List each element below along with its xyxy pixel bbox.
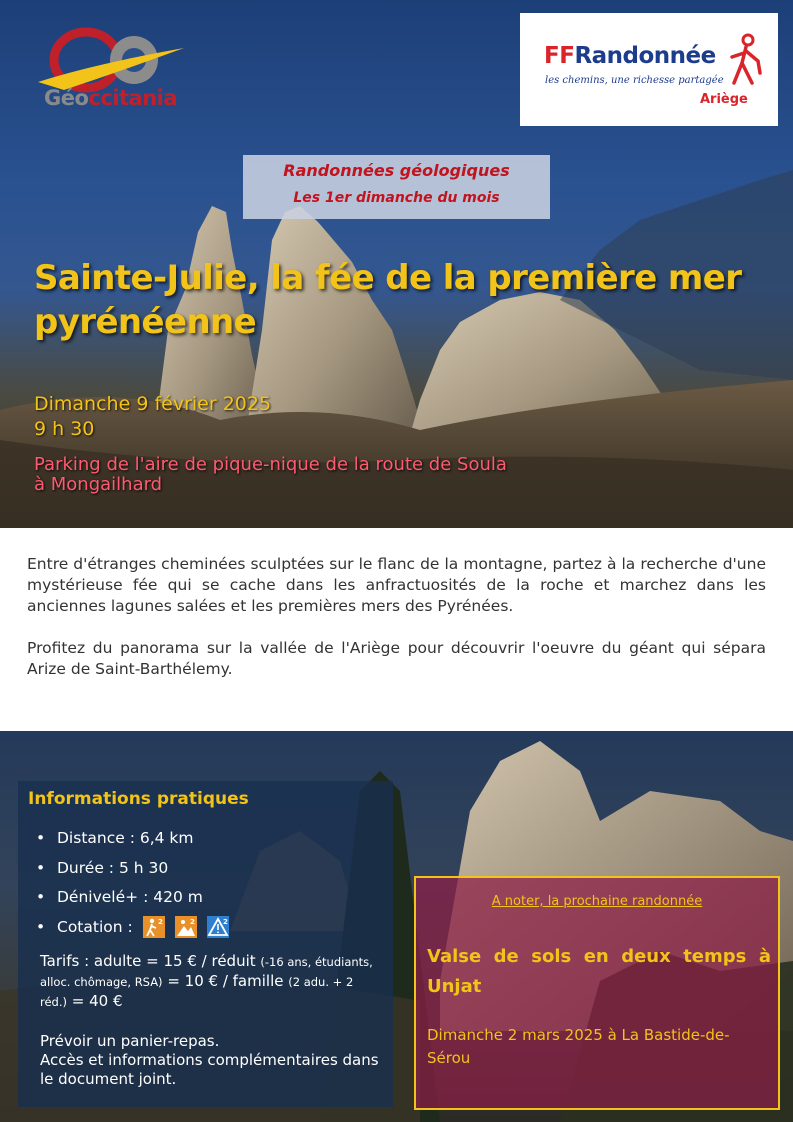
risque-icon <box>207 916 229 938</box>
series-banner <box>243 155 550 219</box>
effort-icon <box>143 916 165 938</box>
hero-photo <box>0 0 793 528</box>
next-hike-note: A noter, la prochaine randonnée <box>491 894 703 909</box>
event-time: 9 h 30 <box>34 418 95 440</box>
svg-text:2: 2 <box>222 917 228 926</box>
list-item <box>36 859 229 889</box>
ccitania-text: ccitania <box>88 86 178 110</box>
svg-text:2: 2 <box>157 917 163 926</box>
distance-text: Distance : 6,4 km <box>57 829 194 847</box>
event-place-line-1: Parking de l'aire de pique-nique de la route de Soula <box>34 454 507 475</box>
event-description <box>27 554 766 701</box>
tarifs-main: Tarifs : adulte = 15 € / réduit <box>40 952 256 970</box>
elevation-text: Dénivelé+ : 420 m <box>57 888 203 906</box>
event-place <box>34 455 634 495</box>
ff-tagline: les chemins, une richesse partagée <box>545 75 724 86</box>
ff-prefix: FF <box>544 43 575 69</box>
next-hike-panel <box>414 876 780 1110</box>
bullet-icon: • <box>36 829 46 847</box>
practical-info-panel <box>18 781 393 1107</box>
next-hike-date: Dimanche 2 mars 2025 à La Bastide-de-Sérou <box>427 1026 730 1067</box>
prevoir <box>40 1032 385 1089</box>
hiker-icon <box>728 33 764 87</box>
bullet-icon: • <box>36 858 46 877</box>
technicite-icon <box>175 916 197 938</box>
bullet-icon: • <box>36 917 46 936</box>
event-place-line-2: à Mongailhard <box>34 474 163 495</box>
description-paragraph-2: Profitez du panorama sur la vallée de l'Ariège pour découvrir l'oeuvre du géant qui sépara Arize de Saint-Barthélemy. <box>27 639 766 678</box>
tarifs-family-conditions: (2 adu. + 2 réd.) <box>40 975 354 1009</box>
tarifs <box>40 952 380 1012</box>
prevoir-line-1: Prévoir un panier-repas. <box>40 1032 220 1050</box>
ff-region: Ariège <box>700 92 748 107</box>
cotation-text: Cotation : <box>57 917 133 936</box>
geoccitania-wordmark <box>44 86 177 110</box>
banner-line-1: Randonnées géologiques <box>283 161 510 180</box>
tarifs-family-price: = 40 € <box>71 992 123 1010</box>
next-hike-title: Valse de sols en deux temps à Unjat <box>427 946 771 997</box>
ff-name: Randonnée <box>574 43 716 69</box>
duration-text: Durée : 5 h 30 <box>57 858 169 877</box>
geo-text: Géo <box>44 86 89 110</box>
prevoir-line-2: Accès et informations complémentaires dans le document joint. <box>40 1051 379 1088</box>
practical-info-heading: Informations pratiques <box>28 789 249 809</box>
list-item <box>36 829 229 859</box>
tarifs-family: = 10 € / famille <box>167 972 284 990</box>
description-paragraph-1: Entre d'étranges cheminées sculptées sur le flanc de la montagne, partez à la recherche d'une mystérieuse fée qui se cache dans les anfractuosités de la roche et marchez dans les anciennes lagunes salées et les premières mers des Pyrénées. <box>27 555 766 615</box>
geoccitania-logo <box>34 24 194 114</box>
list-item <box>36 918 229 948</box>
geoccitania-emblem-icon <box>34 24 194 94</box>
event-date: Dimanche 9 février 2025 <box>34 393 272 415</box>
svg-text:2: 2 <box>189 917 195 926</box>
tarifs-reduced-conditions: (-16 ans, étudiants, alloc. chômage, RSA) <box>40 955 373 989</box>
bullet-icon: • <box>36 888 46 906</box>
banner-line-2: Les 1er dimanche du mois <box>293 190 500 206</box>
ffrandonnee-logo <box>520 13 778 126</box>
list-item <box>36 888 229 918</box>
event-title: Sainte-Julie, la fée de la première mer pyrénéenne <box>34 258 742 342</box>
practical-info-list <box>36 829 229 947</box>
ff-brand <box>544 43 716 69</box>
